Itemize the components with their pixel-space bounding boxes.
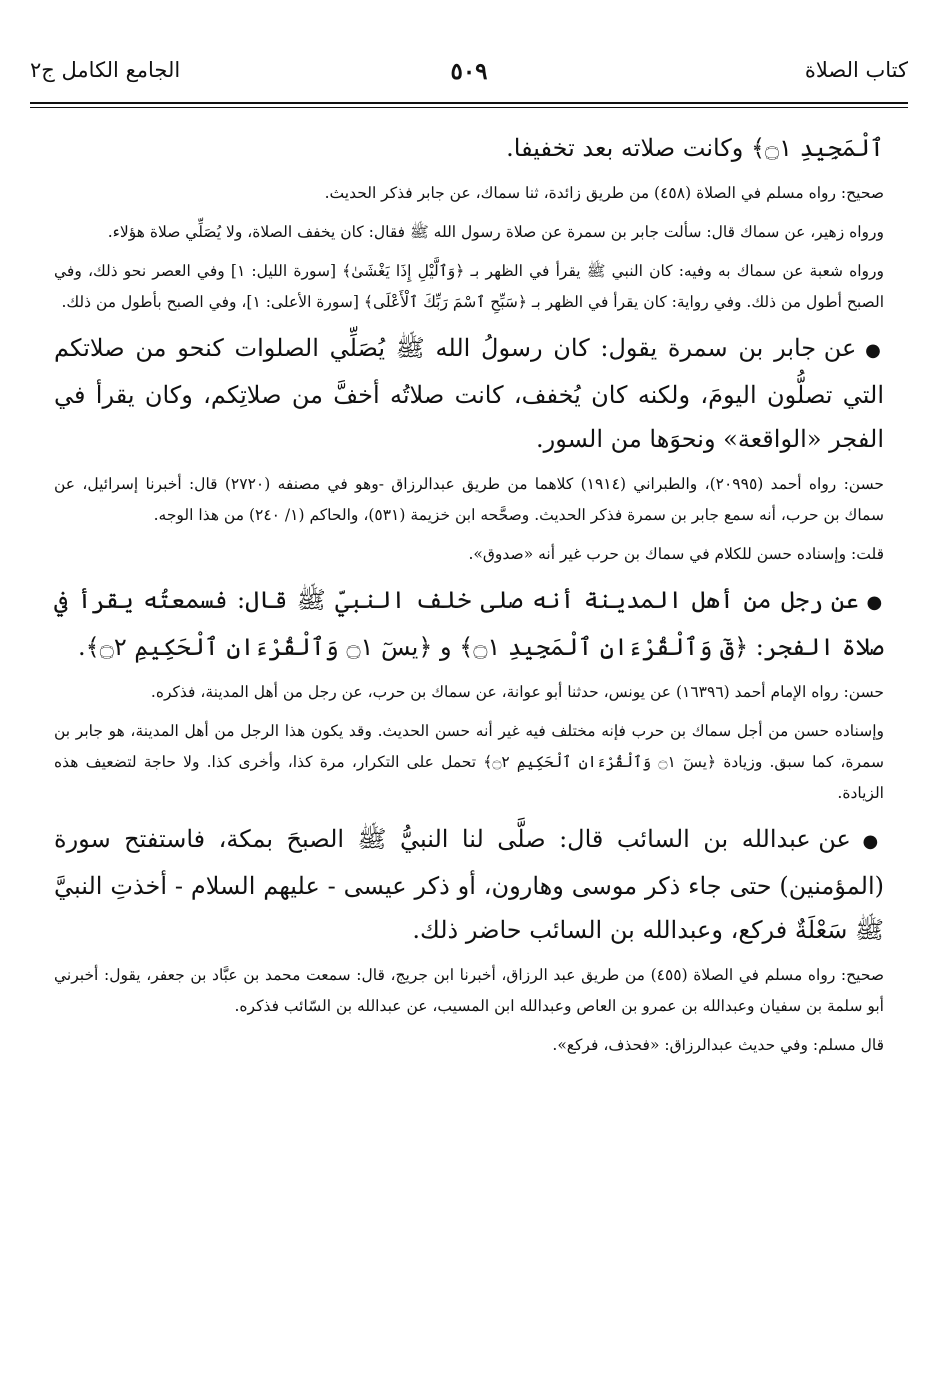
takhrij-note: صحيح: رواه مسلم في الصلاة (٤٥٨) من طريق زائدة، ثنا سماك، عن جابر فذكر الحديث.	[324, 184, 884, 202]
header-rule-thin	[30, 107, 908, 108]
commentary-note: قلت: وإسناده حسن للكلام في سماك بن حرب غير أنه «صدوق».	[468, 545, 884, 563]
hadith-text: ● عن جابر بن سمرة يقول: كان رسولُ الله ﷺ يُصَلِّي الصلوات كنحو من صلاتكم التي تصلُّون اليومَ، ولكنه كان يُخفف، كانت صلاتُه أخفَّ من صلاتِكم، وكان يقرأ في الفجر «الواقعة» ونحوَها من السور.	[54, 326, 884, 461]
commentary-note: قال مسلم: وفي حديث عبدالرزاق: «فحذف، فركع».	[552, 1036, 884, 1054]
hadith-text: ● عن عبدالله بن السائب قال: صلَّى لنا النبيُّ ﷺ الصبحَ بمكة، فاستفتح سورة (المؤمنين) حتى جاء ذكر موسى وهارون، أو ذكر عيسى - عليهم السلام - أخذتِ النبيَّ ﷺ سَعْلَةٌ فركع، وعبدالله بن السائب حاضر ذلك.	[54, 817, 884, 952]
header-rule	[30, 102, 908, 104]
running-header	[30, 58, 908, 98]
book-title: الجامع الكامل ج٢	[30, 58, 181, 82]
hadith-text: ● عن رجل من أهل المدينة أنه صلى خلف النبيّ ﷺ قال: فسمعتُه يقرأ في صلاة الفجر: ﴿قٓ وَٱلْقُرْءَانِ ٱلْمَجِيدِ ۝١﴾ و ﴿يسٓ ۝١ وَٱلْقُرْءَانِ ٱلْحَكِيمِ ۝٢﴾.	[54, 578, 884, 669]
chapter-title: كتاب الصلاة	[804, 58, 908, 82]
takhrij-note: ورواه زهير، عن سماك قال: سألت جابر بن سمرة عن صلاة رسول الله ﷺ فقال: كان يخفف الصلاة، ولا يُصَلِّي صلاة هؤلاء.	[107, 223, 884, 241]
takhrij-note: ورواه شعبة عن سماك به وفيه: كان النبي ﷺ يقرأ في الظهر بـ ﴿وَٱلَّيْلِ إِذَا يَغْشَىٰ﴾ [سورة الليل: ١] وفي العصر نحو ذلك، وفي الصبح أطول من ذلك. وفي رواية: كان يقرأ في الظهر بـ ﴿سَبِّحِ ٱسْمَ رَبِّكَ ٱلْأَعْلَى﴾ [سورة الأعلى: ١]، وفي الصبح بأطول من ذلك.	[54, 262, 885, 311]
hadith-continuation: ٱلْمَجِيدِ ۝١﴾ وكانت صلاته بعد تخفيفا.	[506, 134, 884, 162]
page-body	[54, 126, 884, 1061]
page-number: ٥٠٩	[450, 58, 488, 85]
takhrij-note: حسن: رواه الإمام أحمد (١٦٣٩٦) عن يونس، حدثنا أبو عوانة، عن سماك بن حرب، عن رجل من أهل المدينة، فذكره.	[150, 683, 884, 701]
takhrij-note: حسن: رواه أحمد (٢٠٩٩٥)، والطبراني (١٩١٤) كلاهما من طريق عبدالرزاق -وهو في مصنفه (٢٧٢٠) قال: أخبرنا إسرائيل، عن سماك بن حرب، أنه سمع جابر بن سمرة فذكر الحديث. وصحَّحه ابن خزيمة (٥٣١)، والحاكم (١/ ٢٤٠) من هذا الوجه.	[54, 475, 885, 524]
takhrij-note: صحيح: رواه مسلم في الصلاة (٤٥٥) من طريق عبد الرزاق، أخبرنا ابن جريج، قال: سمعت محمد بن عبَّاد بن جعفر، يقول: أخبرني أبو سلمة بن سفيان وعبدالله بن عمرو بن العاص وعبدالله ابن المسيب، عن عبدالله بن السّائب فذكره.	[54, 966, 884, 1015]
commentary-note: وإسناده حسن من أجل سماك بن حرب فإنه مختلف فيه غير أنه حسن الحديث. وقد يكون هذا الرجل من أهل المدينة، هو جابر بن سمرة، كما سبق. وزيادة ﴿يسٓ ۝١ وَٱلْقُرْءَانِ ٱلْحَكِيمِ ۝٢﴾ تحمل على التكرار، مرة كذا، وأخرى كذا. ولا حاجة لتضعيف هذه الزيادة.	[54, 722, 884, 802]
